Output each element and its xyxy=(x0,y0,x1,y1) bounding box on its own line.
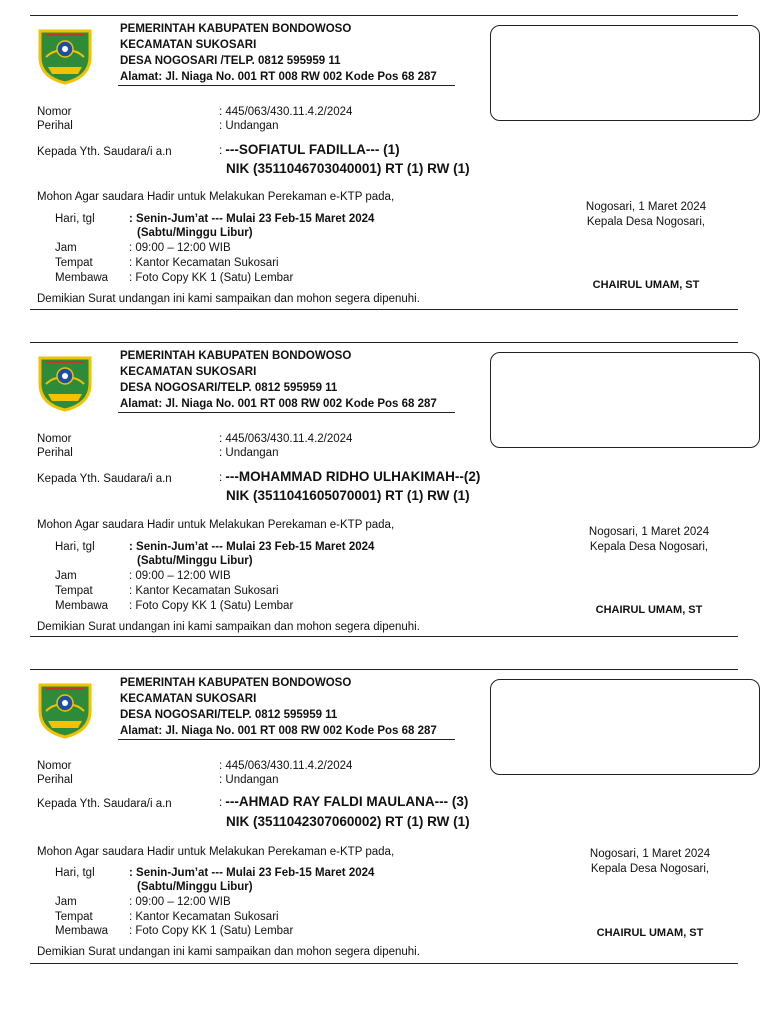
letterhead-address: Alamat: Jl. Niaga No. 001 RT 008 RW 002 Kode Pos 68 287 xyxy=(120,71,437,83)
invitation-letter-3 xyxy=(0,669,768,979)
tempat-label: Tempat xyxy=(55,911,93,923)
hari-label: Hari, tgl xyxy=(55,213,95,225)
jam-label: Jam xyxy=(55,242,77,254)
perihal-value: : Undangan xyxy=(219,447,279,459)
hari-label: Hari, tgl xyxy=(55,867,95,879)
hari-label: Hari, tgl xyxy=(55,541,95,553)
signature-title: Kepala Desa Nogosari, xyxy=(590,863,710,875)
letter-bottom-rule xyxy=(30,309,738,310)
signature-date: Nogosari, 1 Maret 2024 xyxy=(589,848,711,860)
letter-top-rule xyxy=(30,669,738,670)
membawa-label: Membawa xyxy=(55,272,109,284)
letterhead-government: PEMERINTAH KABUPATEN BONDOWOSO xyxy=(120,677,352,689)
letterhead-rule xyxy=(118,739,455,740)
recipient-name: : ---SOFIATUL FADILLA--- (1) xyxy=(219,142,400,157)
perihal-label: Perihal xyxy=(37,120,73,132)
photo-box xyxy=(490,25,760,121)
letterhead-rule xyxy=(118,85,455,86)
letter-bottom-rule xyxy=(30,963,738,964)
recipient-nik: NIK (3511041605070001) RT (1) RW (1) xyxy=(226,488,470,503)
letter-top-rule xyxy=(30,342,738,343)
kepada-label: Kepada Yth. Saudara/i a.n xyxy=(37,146,172,158)
hari-value: : Senin-Jum’at --- Mulai 23 Feb-15 Maret 2024 xyxy=(129,541,375,553)
letterhead-rule xyxy=(118,412,455,413)
membawa-value: : Foto Copy KK 1 (Satu) Lembar xyxy=(129,925,294,937)
signature-title: Kepala Desa Nogosari, xyxy=(586,216,706,228)
bondowoso-emblem-icon xyxy=(34,681,96,739)
nomor-value: : 445/063/430.11.4.2/2024 xyxy=(219,106,353,118)
tempat-label: Tempat xyxy=(55,257,93,269)
invitation-intro: Mohon Agar saudara Hadir untuk Melakukan Perekaman e-KTP pada, xyxy=(37,846,395,858)
hari-value: : Senin-Jum’at --- Mulai 23 Feb-15 Maret 2024 xyxy=(129,213,375,225)
letterhead-district: KECAMATAN SUKOSARI xyxy=(120,39,257,51)
recipient-nik: NIK (3511042307060002) RT (1) RW (1) xyxy=(226,814,470,829)
hari-note: (Sabtu/Minggu Libur) xyxy=(137,227,253,239)
letterhead-village: DESA NOGOSARI/TELP. 0812 595959 11 xyxy=(120,382,338,394)
signature-date: Nogosari, 1 Maret 2024 xyxy=(585,201,707,213)
invitation-intro: Mohon Agar saudara Hadir untuk Melakukan Perekaman e-KTP pada, xyxy=(37,191,395,203)
letterhead-government: PEMERINTAH KABUPATEN BONDOWOSO xyxy=(120,350,352,362)
tempat-value: : Kantor Kecamatan Sukosari xyxy=(129,585,279,597)
perihal-label: Perihal xyxy=(37,447,73,459)
hari-value: : Senin-Jum’at --- Mulai 23 Feb-15 Maret 2024 xyxy=(129,867,375,879)
letterhead-address: Alamat: Jl. Niaga No. 001 RT 008 RW 002 Kode Pos 68 287 xyxy=(120,725,437,737)
hari-note: (Sabtu/Minggu Libur) xyxy=(137,555,253,567)
recipient-name: : ---MOHAMMAD RIDHO ULHAKIMAH--(2) xyxy=(219,469,481,484)
nomor-value: : 445/063/430.11.4.2/2024 xyxy=(219,433,353,445)
membawa-value: : Foto Copy KK 1 (Satu) Lembar xyxy=(129,272,294,284)
signature-name: CHAIRUL UMAM, ST xyxy=(595,604,703,616)
closing-text: Demikian Surat undangan ini kami sampaikan dan mohon segera dipenuhi. xyxy=(37,621,420,633)
letter-top-rule xyxy=(30,15,738,16)
letterhead-district: KECAMATAN SUKOSARI xyxy=(120,693,257,705)
letter-bottom-rule xyxy=(30,636,738,637)
nomor-label: Nomor xyxy=(37,106,72,118)
invitation-intro: Mohon Agar saudara Hadir untuk Melakukan Perekaman e-KTP pada, xyxy=(37,519,395,531)
perihal-value: : Undangan xyxy=(219,120,279,132)
jam-value: : 09:00 – 12:00 WIB xyxy=(129,896,231,908)
signature-name: CHAIRUL UMAM, ST xyxy=(596,927,704,939)
letterhead-district: KECAMATAN SUKOSARI xyxy=(120,366,257,378)
nomor-value: : 445/063/430.11.4.2/2024 xyxy=(219,760,353,772)
hari-note: (Sabtu/Minggu Libur) xyxy=(137,881,253,893)
recipient-nik: NIK (3511046703040001) RT (1) RW (1) xyxy=(226,161,470,176)
perihal-label: Perihal xyxy=(37,774,73,786)
jam-label: Jam xyxy=(55,570,77,582)
jam-value: : 09:00 – 12:00 WIB xyxy=(129,570,231,582)
closing-text: Demikian Surat undangan ini kami sampaikan dan mohon segera dipenuhi. xyxy=(37,946,420,958)
invitation-letter-2 xyxy=(0,342,768,652)
signature-name: CHAIRUL UMAM, ST xyxy=(592,279,700,291)
letterhead xyxy=(120,348,437,412)
photo-box xyxy=(490,352,760,448)
bondowoso-emblem-icon xyxy=(34,27,96,85)
letterhead xyxy=(120,21,437,85)
letterhead-government: PEMERINTAH KABUPATEN BONDOWOSO xyxy=(120,23,352,35)
nomor-label: Nomor xyxy=(37,760,72,772)
letterhead-village: DESA NOGOSARI /TELP. 0812 595959 11 xyxy=(120,55,341,67)
signature-title: Kepala Desa Nogosari, xyxy=(589,541,709,553)
membawa-value: : Foto Copy KK 1 (Satu) Lembar xyxy=(129,600,294,612)
kepada-label: Kepada Yth. Saudara/i a.n xyxy=(37,798,172,810)
invitation-letter-1 xyxy=(0,15,768,325)
jam-value: : 09:00 – 12:00 WIB xyxy=(129,242,231,254)
letterhead-village: DESA NOGOSARI/TELP. 0812 595959 11 xyxy=(120,709,338,721)
jam-label: Jam xyxy=(55,896,77,908)
recipient-name: : ---AHMAD RAY FALDI MAULANA--- (3) xyxy=(219,794,469,809)
bondowoso-emblem-icon xyxy=(34,354,96,412)
letterhead-address: Alamat: Jl. Niaga No. 001 RT 008 RW 002 Kode Pos 68 287 xyxy=(120,398,437,410)
nomor-label: Nomor xyxy=(37,433,72,445)
tempat-label: Tempat xyxy=(55,585,93,597)
letterhead xyxy=(120,675,437,739)
membawa-label: Membawa xyxy=(55,600,109,612)
kepada-label: Kepada Yth. Saudara/i a.n xyxy=(37,473,172,485)
tempat-value: : Kantor Kecamatan Sukosari xyxy=(129,257,279,269)
photo-box xyxy=(490,679,760,775)
tempat-value: : Kantor Kecamatan Sukosari xyxy=(129,911,279,923)
perihal-value: : Undangan xyxy=(219,774,279,786)
signature-date: Nogosari, 1 Maret 2024 xyxy=(588,526,710,538)
membawa-label: Membawa xyxy=(55,925,109,937)
closing-text: Demikian Surat undangan ini kami sampaikan dan mohon segera dipenuhi. xyxy=(37,293,420,305)
